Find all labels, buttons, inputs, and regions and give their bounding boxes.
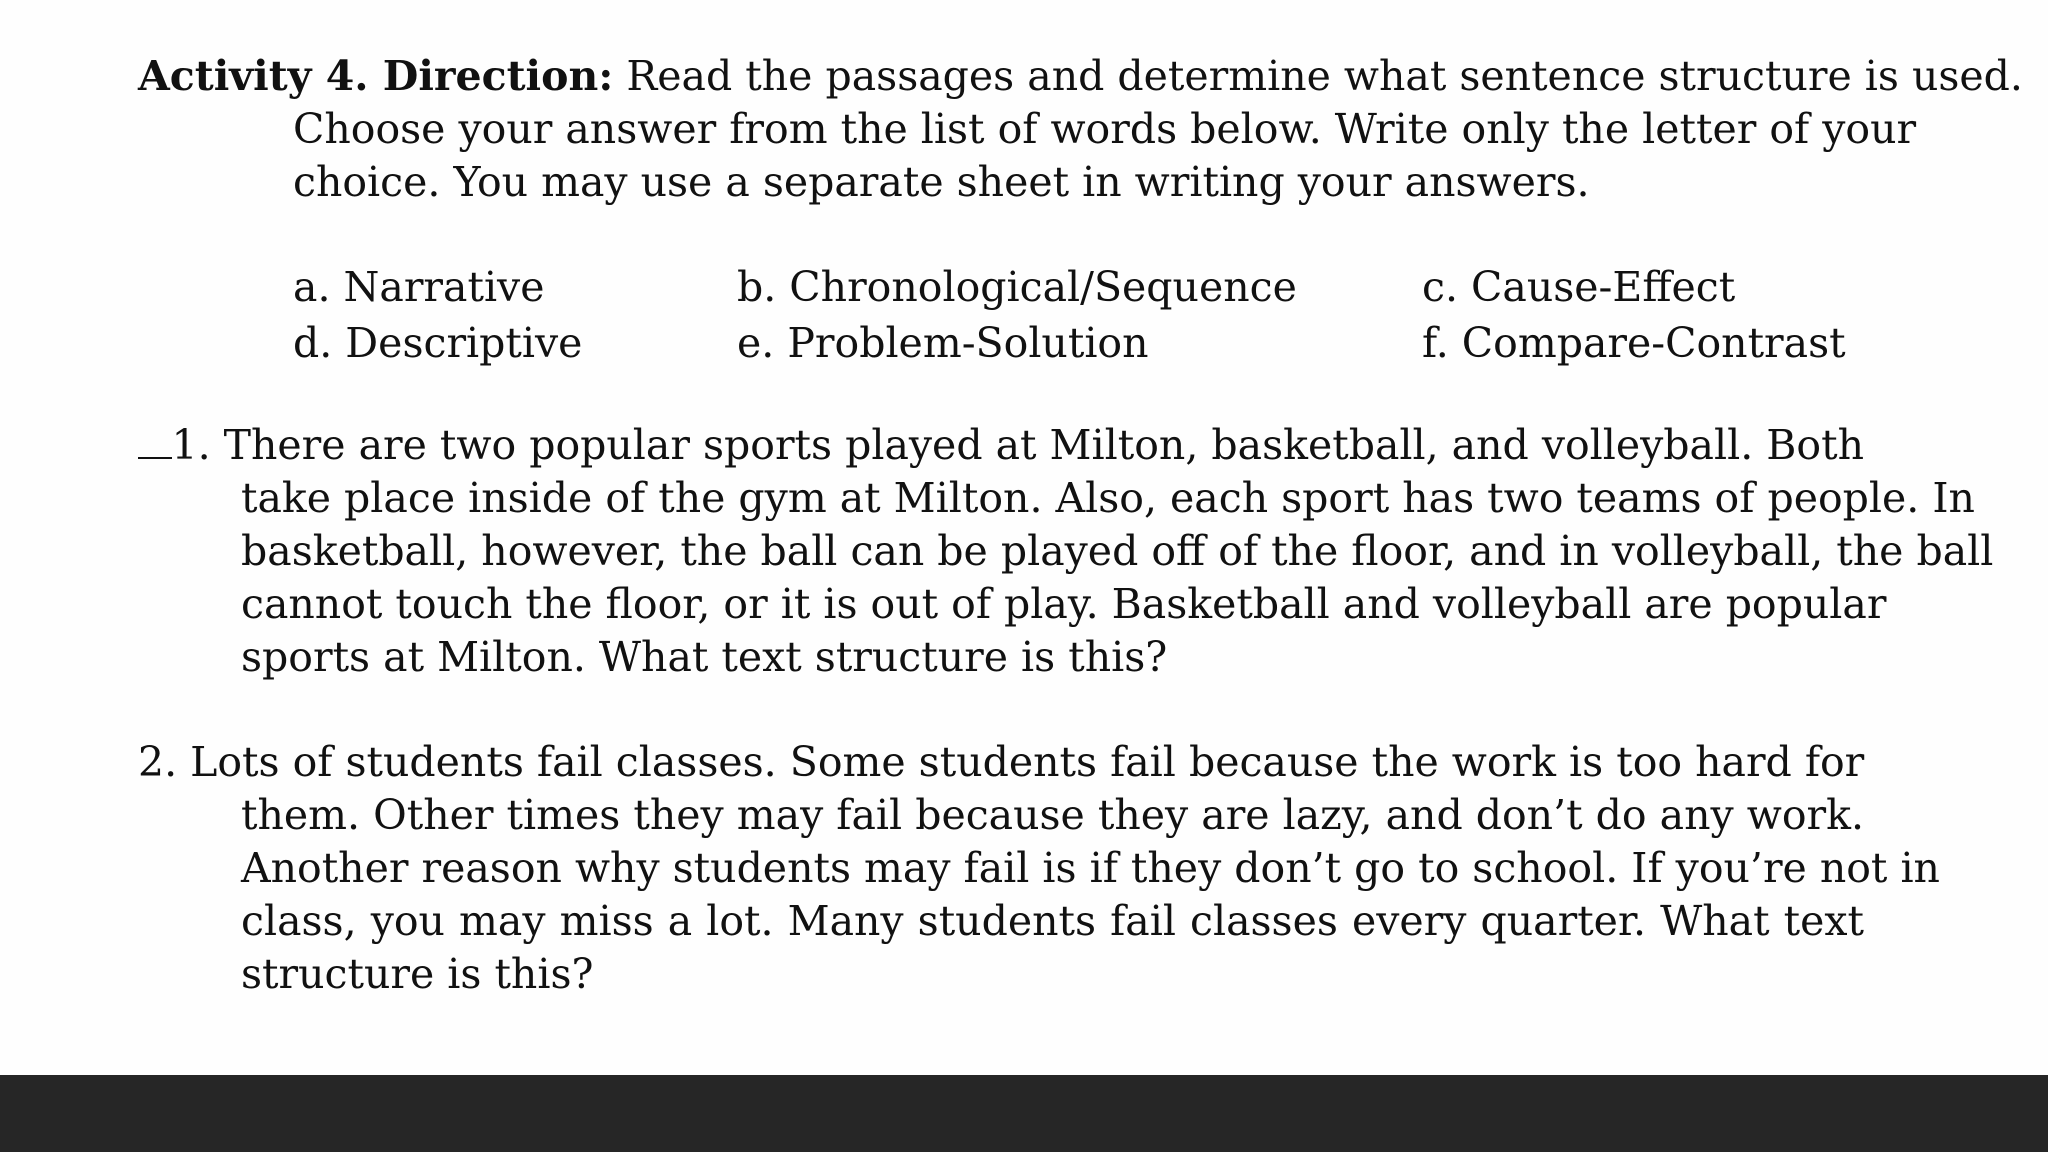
question-2-line-2: them. Other times they may fail because they are lazy, and don’t do any work. [241,791,1864,839]
answer-options [293,261,1864,373]
bottom-bar [0,1075,2048,1152]
option-c: c. Cause-Effect [1422,263,1736,311]
option-f: f. Compare-Contrast [1422,319,1846,367]
activity-label: Activity 4. Direction: [138,52,614,100]
question-1-first-line [138,419,1864,472]
option-a: a. Narrative [293,263,545,311]
direction-text-1: Read the passages and determine what sentence structure is used. [613,52,2023,100]
answer-blank-1[interactable] [138,419,172,459]
direction-line-1 [138,50,2023,103]
question-1-line-2: take place inside of the gym at Milton. Also, each sport has two teams of people. In [241,474,1975,522]
question-1-line-4: cannot touch the floor, or it is out of play. Basketball and volleyball are popular [241,580,1887,628]
direction-line-3: choice. You may use a separate sheet in writing your answers. [293,158,1590,206]
question-2-line-3: Another reason why students may fail is if they don’t go to school. If you’re not in [241,844,1940,892]
direction-line-2: Choose your answer from the list of words below. Write only the letter of your [293,105,1917,153]
question-2-line-1: 2. Lots of students fail classes. Some students fail because the work is too hard for [138,738,1865,786]
question-1-line-5: sports at Milton. What text structure is this? [241,633,1168,681]
option-d: d. Descriptive [293,319,583,367]
option-b: b. Chronological/Sequence [737,263,1297,311]
question-1-line-3: basketball, however, the ball can be played off of the floor, and in volleyball, the ball [241,527,1994,575]
question-1 [138,419,1994,684]
question-2-line-5: structure is this? [241,950,594,998]
question-2-first-line [138,736,1864,789]
option-e: e. Problem-Solution [737,319,1149,367]
activity-document [138,50,2023,1001]
question-2-line-4: class, you may miss a lot. Many students fail classes every quarter. What text [241,897,1864,945]
question-2 [138,736,1940,1001]
question-1-line-1: 1. There are two popular sports played at Milton, basketball, and volleyball. Both [171,421,1864,469]
